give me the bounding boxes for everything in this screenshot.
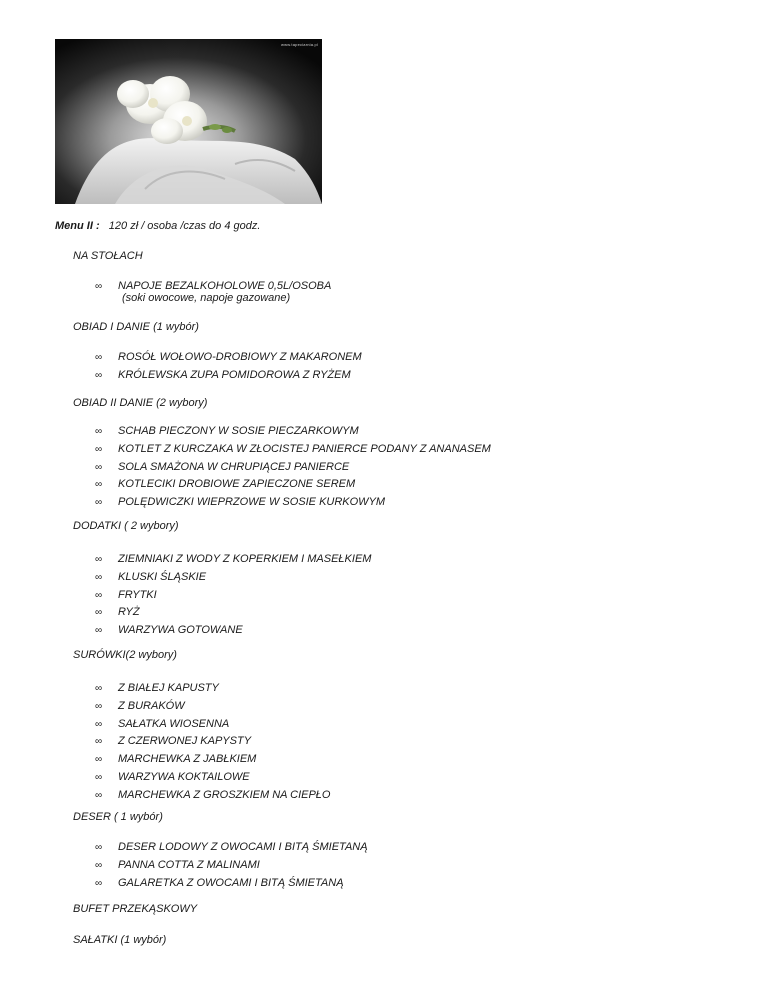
menu-item-label: KOTLECIKI DROBIOWE ZAPIECZONE SEREM [118, 478, 356, 491]
section-title: SURÓWKI(2 wybory) [73, 649, 177, 661]
infinity-bullet-icon: ∞ [95, 736, 103, 748]
menu-item-label: FRYTKI [118, 588, 157, 601]
infinity-bullet-icon: ∞ [95, 369, 103, 381]
menu-item-label: SOLA SMAŻONA W CHRUPIĄCEJ PANIERCE [118, 460, 350, 473]
menu-item-label: ROSÓŁ WOŁOWO-DROBIOWY Z MAKARONEM [118, 351, 362, 363]
menu-item-label: Z BURAKÓW [118, 699, 185, 712]
infinity-bullet-icon: ∞ [95, 497, 103, 509]
menu-item [95, 553, 371, 565]
menu-item [95, 877, 344, 889]
menu-item-label: WARZYWA KOKTAILOWE [118, 771, 250, 783]
watermark: www.tapeciarnia.pl [281, 42, 318, 47]
menu-item [95, 369, 351, 381]
infinity-bullet-icon: ∞ [95, 426, 103, 437]
infinity-bullet-icon: ∞ [95, 281, 103, 292]
menu-item [95, 571, 206, 583]
menu-item [95, 351, 362, 363]
infinity-bullet-icon: ∞ [95, 461, 103, 473]
menu-item [95, 425, 359, 437]
section-title: OBIAD II DANIE (2 wybory) [73, 397, 208, 409]
menu-item [95, 859, 260, 871]
menu-item [95, 700, 185, 712]
menu-item [95, 771, 250, 783]
menu-item [95, 753, 256, 765]
section-title: NA STOŁACH [73, 250, 143, 262]
infinity-bullet-icon: ∞ [95, 443, 103, 455]
menu-item [95, 735, 251, 747]
menu-item-label: KLUSKI ŚLĄSKIE [118, 570, 207, 583]
menu-item-label: SCHAB PIECZONY W SOSIE PIECZARKOWYM [118, 425, 359, 437]
infinity-bullet-icon: ∞ [95, 859, 103, 871]
menu-item [95, 478, 355, 490]
infinity-bullet-icon: ∞ [95, 789, 103, 801]
menu-item-label: PANNA COTTA Z MALINAMI [118, 858, 260, 871]
infinity-bullet-icon: ∞ [95, 877, 103, 889]
infinity-bullet-icon: ∞ [95, 352, 103, 363]
menu-item [95, 718, 229, 730]
menu-item [95, 682, 219, 694]
menu-item-label: POLĘDWICZKI WIEPRZOWE W SOSIE KURKOWYM [118, 496, 386, 509]
menu-item [95, 606, 140, 618]
menu-item [95, 496, 385, 508]
section-title: OBIAD I DANIE (1 wybór) [73, 321, 199, 333]
menu-item [95, 841, 368, 853]
infinity-bullet-icon: ∞ [95, 479, 103, 491]
menu-item [95, 789, 331, 801]
flowers-photo [55, 39, 322, 204]
flowers-illustration [55, 39, 322, 204]
menu-item-label: RYŻ [118, 606, 140, 619]
section-title: DESER ( 1 wybór) [73, 811, 163, 823]
menu-name: Menu II : [55, 220, 100, 232]
item-note: (soki owocowe, napoje gazowane) [122, 292, 291, 304]
infinity-bullet-icon: ∞ [95, 772, 103, 783]
infinity-bullet-icon: ∞ [95, 607, 103, 619]
menu-header [55, 220, 260, 232]
menu-item-label: MARCHEWKA Z JABŁKIEM [118, 753, 257, 766]
infinity-bullet-icon: ∞ [95, 754, 103, 766]
menu-item-label: Z CZERWONEJ KAPYSTY [118, 735, 252, 748]
menu-item-label: SAŁATKA WIOSENNA [118, 717, 230, 730]
menu-item-label: DESER LODOWY Z OWOCAMI I BITĄ ŚMIETANĄ [118, 841, 368, 853]
infinity-bullet-icon: ∞ [95, 842, 103, 853]
menu-item-label: ZIEMNIAKI Z WODY Z KOPERKIEM I MASEŁKIEM [118, 553, 372, 565]
infinity-bullet-icon: ∞ [95, 683, 103, 694]
menu-item [95, 443, 491, 455]
menu-item-label: GALARETKA Z OWOCAMI I BITĄ ŚMIETANĄ [118, 876, 344, 889]
menu-item [95, 280, 331, 292]
menu-item-label: MARCHEWKA Z GROSZKIEM NA CIEPŁO [118, 788, 331, 801]
menu-item [95, 461, 349, 473]
menu-item-label: WARZYWA GOTOWANE [118, 624, 243, 637]
section-title: SAŁATKI (1 wybór) [73, 934, 167, 946]
menu-item-label: Z BIAŁEJ KAPUSTY [118, 682, 219, 694]
menu-price: 120 zł / osoba /czas do 4 godz. [108, 220, 261, 232]
section-title: DODATKI ( 2 wybory) [73, 520, 179, 532]
menu-item-label: NAPOJE BEZALKOHOLOWE 0,5L/OSOBA [118, 280, 332, 292]
menu-item-label: KRÓLEWSKA ZUPA POMIDOROWA Z RYŻEM [118, 368, 351, 381]
infinity-bullet-icon: ∞ [95, 589, 103, 601]
infinity-bullet-icon: ∞ [95, 718, 103, 730]
menu-item-label: KOTLET Z KURCZAKA W ZŁOCISTEJ PANIERCE PODANY Z ANANASEM [118, 442, 491, 455]
infinity-bullet-icon: ∞ [95, 625, 103, 637]
menu-item [95, 624, 243, 636]
infinity-bullet-icon: ∞ [95, 700, 103, 712]
infinity-bullet-icon: ∞ [95, 554, 103, 565]
menu-item [95, 589, 157, 601]
infinity-bullet-icon: ∞ [95, 571, 103, 583]
section-title: BUFET PRZEKĄSKOWY [73, 903, 198, 915]
